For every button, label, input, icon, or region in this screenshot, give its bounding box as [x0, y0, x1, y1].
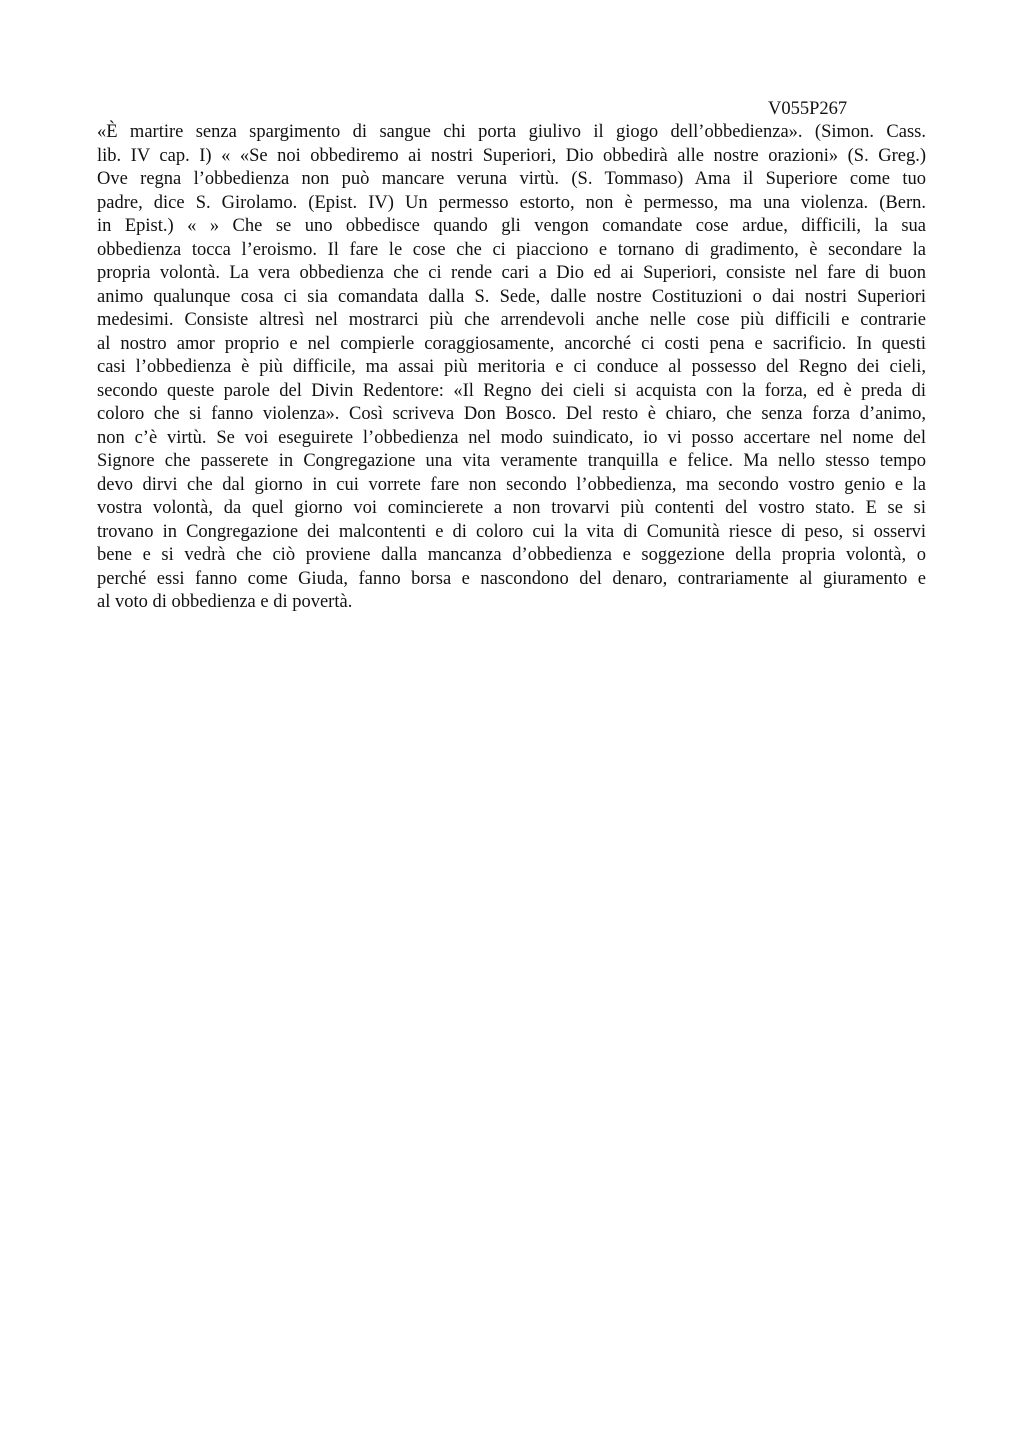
text-line: lib. IV cap. I) « «Se noi obbediremo ai nostri Superiori, Dio obbedirà alle nostre orazioni» (S. Greg.) — [97, 145, 926, 166]
text-line: bene e si vedrà che ciò proviene dalla mancanza d’obbedienza e soggezione della propria volontà, o — [97, 545, 926, 565]
text-line: Signore che passerete in Congregazione una vita veramente tranquilla e felice. Ma nello stesso tempo — [97, 451, 926, 471]
text-line: non c’è virtù. Se voi eseguirete l’obbedienza nel modo suindicato, io vi posso accertare nel nome del — [97, 427, 926, 448]
text-line: vostra volontà, da quel giorno voi comincierete a non trovarvi più contenti del vostro stato. E se si — [97, 498, 926, 518]
text-line: in Epist.) « » Che se uno obbedisce quando gli vengon comandate cose ardue, difficili, la sua — [97, 216, 926, 236]
text-line: al nostro amor proprio e nel compierle coraggiosamente, ancorché ci costi pena e sacrificio. In questi — [97, 333, 926, 354]
text-line: trovano in Congregazione dei malcontenti e di coloro cui la vita di Comunità riesce di peso, si osservi — [97, 521, 926, 542]
text-line: Ove regna l’obbedienza non può mancare veruna virtù. (S. Tommaso) Ama il Superiore come tuo — [97, 169, 926, 189]
text-line: propria volontà. La vera obbedienza che ci rende cari a Dio ed ai Superiori, consiste nel fare di buon — [97, 263, 926, 283]
text-line: devo dirvi che dal giorno in cui vorrete fare non secondo l’obbedienza, ma secondo vostro genio e la — [97, 474, 926, 495]
page-identifier: V055P267 — [768, 99, 848, 119]
text-line: coloro che si fanno violenza». Così scriveva Don Bosco. Del resto è chiaro, che senza forza d’animo, — [97, 404, 926, 424]
body-paragraph — [97, 121, 926, 615]
text-line: medesimi. Consiste altresì nel mostrarci più che arrendevoli anche nelle cose più difficili e contrarie — [97, 310, 926, 330]
text-line: «È martire senza spargimento di sangue chi porta giulivo il giogo dell’obbedienza». (Simon. Cass. — [97, 122, 926, 142]
text-line: casi l’obbedienza è più difficile, ma assai più meritoria e ci conduce al possesso del Regno dei cieli, — [97, 357, 926, 377]
text-line: obbedienza tocca l’eroismo. Il fare le cose che ci piacciono e tornano di gradimento, è secondare la — [97, 239, 926, 260]
text-line: padre, dice S. Girolamo. (Epist. IV) Un permesso estorto, non è permesso, ma una violenza. (Bern. — [97, 192, 926, 213]
text-line: perché essi fanno come Giuda, fanno borsa e nascondono del denaro, contrariamente al giuramento e — [97, 568, 926, 589]
text-line: animo qualunque cosa ci sia comandata dalla S. Sede, dalle nostre Costituzioni o dai nostri Superiori — [97, 286, 926, 307]
text-line: secondo queste parole del Divin Redentore: «Il Regno dei cieli si acquista con la forza, ed è preda di — [97, 380, 926, 401]
text-line: al voto di obbedienza e di povertà. — [97, 592, 353, 612]
